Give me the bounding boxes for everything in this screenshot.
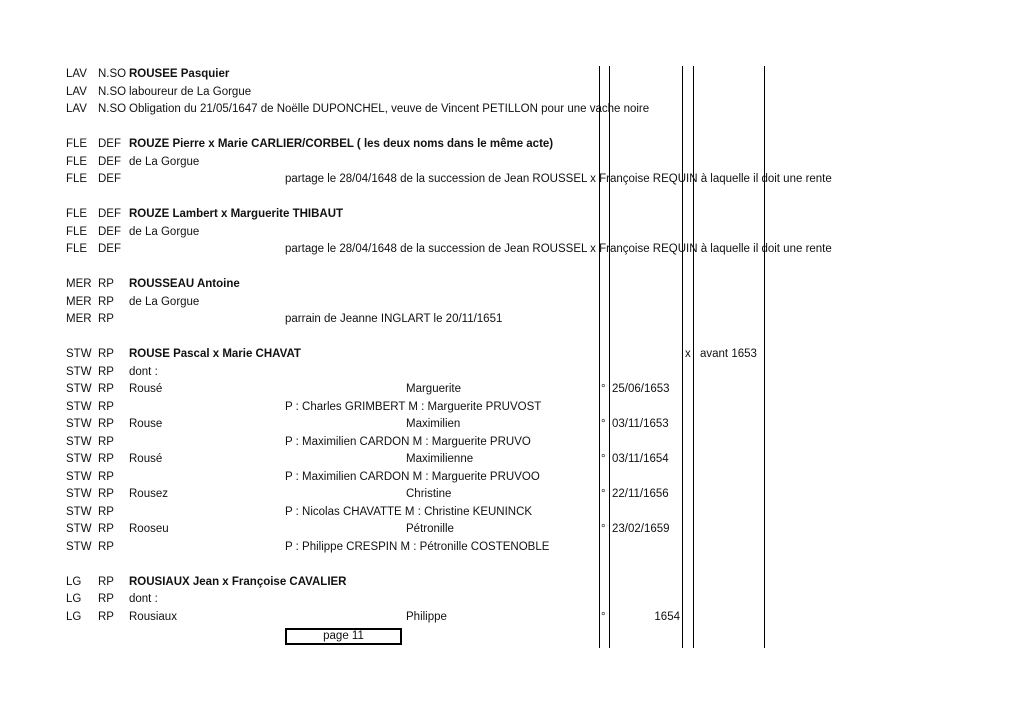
entry-name: de La Gorgue [129,295,200,308]
entry-name: de La Gorgue [129,225,200,238]
entry-detail: parrain de Jeanne INGLART le 20/11/1651 [285,313,503,325]
record-type: RP [98,470,114,483]
source-code: STW [66,400,92,413]
source-code: LAV [66,103,87,115]
entry-name: ROUSIAUX Jean x Françoise CAVALIER [129,575,347,588]
marriage-mark: x [685,348,691,360]
entry-name: Rooseu [129,523,169,535]
blank-row [0,189,1024,206]
baptism-mark: ° [601,383,606,395]
record-row [0,171,1024,188]
baptism-mark: ° [601,418,606,430]
entry-name: ROUSE Pascal x Marie CHAVAT [129,348,301,360]
record-type: RP [98,313,114,325]
entry-name: Rousiaux [129,610,177,623]
event-date: 03/11/1654 [612,453,669,465]
record-type: RP [98,540,114,553]
source-code: STW [66,505,92,518]
first-name: Maximilien [406,418,461,430]
record-row [0,224,1024,241]
record-row [0,276,1024,293]
record-type: N.SO [98,103,127,115]
entry-detail: partage le 28/04/1648 de la succession de Jean ROUSSEL x Françoise REQUIN à laquelle il doit une rente [285,243,832,255]
first-name: Christine [406,488,452,500]
record-row [0,591,1024,608]
source-code: STW [66,523,92,535]
entry-detail: P : Maximilien CARDON M : Marguerite PRUVOO [285,470,540,483]
entry-name: ROUSEE Pasquier [129,68,230,80]
source-code: LG [66,610,82,623]
entry-name: de La Gorgue [129,155,200,168]
record-type: DEF [98,155,121,168]
record-type: N.SO [98,85,127,98]
entry-detail: P : Philippe CRESPIN M : Pétronille COSTENOBLE [285,540,550,553]
source-code: FLE [66,208,88,220]
entry-name: ROUZE Lambert x Marguerite THIBAUT [129,208,344,220]
record-type: RP [98,523,114,535]
source-code: STW [66,540,92,553]
record-row [0,434,1024,451]
record-type: RP [98,295,114,308]
entry-name: Rousé [129,453,163,465]
record-row [0,539,1024,556]
source-code: STW [66,488,92,500]
record-row [0,241,1024,258]
record-type: RP [98,383,114,395]
source-code: FLE [66,155,88,168]
record-row [0,294,1024,311]
source-code: LAV [66,68,87,80]
source-code: MER [66,278,92,290]
entry-name: dont : [129,365,158,378]
record-type: RP [98,505,114,518]
record-row [0,311,1024,328]
record-row [0,399,1024,416]
source-code: MER [66,295,92,308]
record-type: DEF [98,138,121,150]
entry-name: ROUZE Pierre x Marie CARLIER/CORBEL ( les deux noms dans le même acte) [129,138,554,150]
first-name: Marguerite [406,383,461,395]
record-type: RP [98,418,114,430]
record-type: RP [98,488,114,500]
source-code: LG [66,593,82,605]
baptism-mark: ° [601,523,606,535]
event-date: 1654 [654,610,680,623]
baptism-mark: ° [601,488,606,500]
event-date: 25/06/1653 [612,383,670,395]
record-row [0,346,1024,363]
record-type: RP [98,278,114,290]
record-type: RP [98,610,114,623]
record-row [0,136,1024,153]
entry-name: dont : [129,593,158,605]
record-row [0,66,1024,83]
record-row [0,416,1024,433]
record-type: N.SO [98,68,127,80]
record-type: DEF [98,225,121,238]
record-row [0,451,1024,468]
blank-row [0,556,1024,573]
event-date: 23/02/1659 [612,523,670,535]
entry-detail: P : Nicolas CHAVATTE M : Christine KEUNINCK [285,505,533,518]
record-type: DEF [98,243,121,255]
source-code: STW [66,435,92,448]
source-code: STW [66,383,92,395]
baptism-mark: ° [601,610,606,623]
source-code: FLE [66,243,88,255]
record-type: RP [98,435,114,448]
record-row [0,381,1024,398]
source-code: LG [66,575,82,588]
source-code: STW [66,365,92,378]
entry-name: ROUSSEAU Antoine [129,278,240,290]
record-row [0,84,1024,101]
blank-row [0,119,1024,136]
entry-name: Rouse [129,418,163,430]
first-name: Philippe [406,610,447,623]
entry-detail: partage le 28/04/1648 de la succession de Jean ROUSSEL x Françoise REQUIN à laquelle il doit une rente [285,173,832,185]
record-type: RP [98,400,114,413]
record-type: RP [98,348,114,360]
source-code: LAV [66,85,87,98]
source-code: STW [66,418,92,430]
source-code: FLE [66,173,88,185]
first-name: Maximilienne [406,453,474,465]
remark: avant 1653 [700,348,757,360]
source-code: STW [66,470,92,483]
blank-row [0,329,1024,346]
record-row [0,504,1024,521]
entry-detail: P : Charles GRIMBERT M : Marguerite PRUVOST [285,400,542,413]
record-row [0,101,1024,118]
record-row [0,364,1024,381]
record-row [0,206,1024,223]
source-code: FLE [66,138,88,150]
first-name: Pétronille [406,523,454,535]
entry-name: Rousé [129,383,163,395]
record-type: DEF [98,173,121,185]
baptism-mark: ° [601,453,606,465]
entry-name: Obligation du 21/05/1647 de Noëlle DUPONCHEL, veuve de Vincent PETILLON pour une vache noire [129,103,650,115]
page-number-box: page 11 [285,628,402,645]
record-type: RP [98,575,114,588]
entry-detail: P : Maximilien CARDON M : Marguerite PRUVO [285,435,531,448]
source-code: FLE [66,225,88,238]
source-code: STW [66,453,92,465]
entry-name: Rousez [129,488,168,500]
record-row [0,574,1024,591]
blank-row [0,259,1024,276]
record-type: RP [98,453,114,465]
record-row [0,154,1024,171]
source-code: STW [66,348,92,360]
source-code: MER [66,313,92,325]
record-row [0,521,1024,538]
record-row [0,486,1024,503]
record-type: RP [98,593,114,605]
event-date: 22/11/1656 [612,488,669,500]
record-type: RP [98,365,114,378]
record-type: DEF [98,208,121,220]
record-row [0,469,1024,486]
record-row [0,609,1024,626]
entry-name: laboureur de La Gorgue [129,85,252,98]
event-date: 03/11/1653 [612,418,669,430]
